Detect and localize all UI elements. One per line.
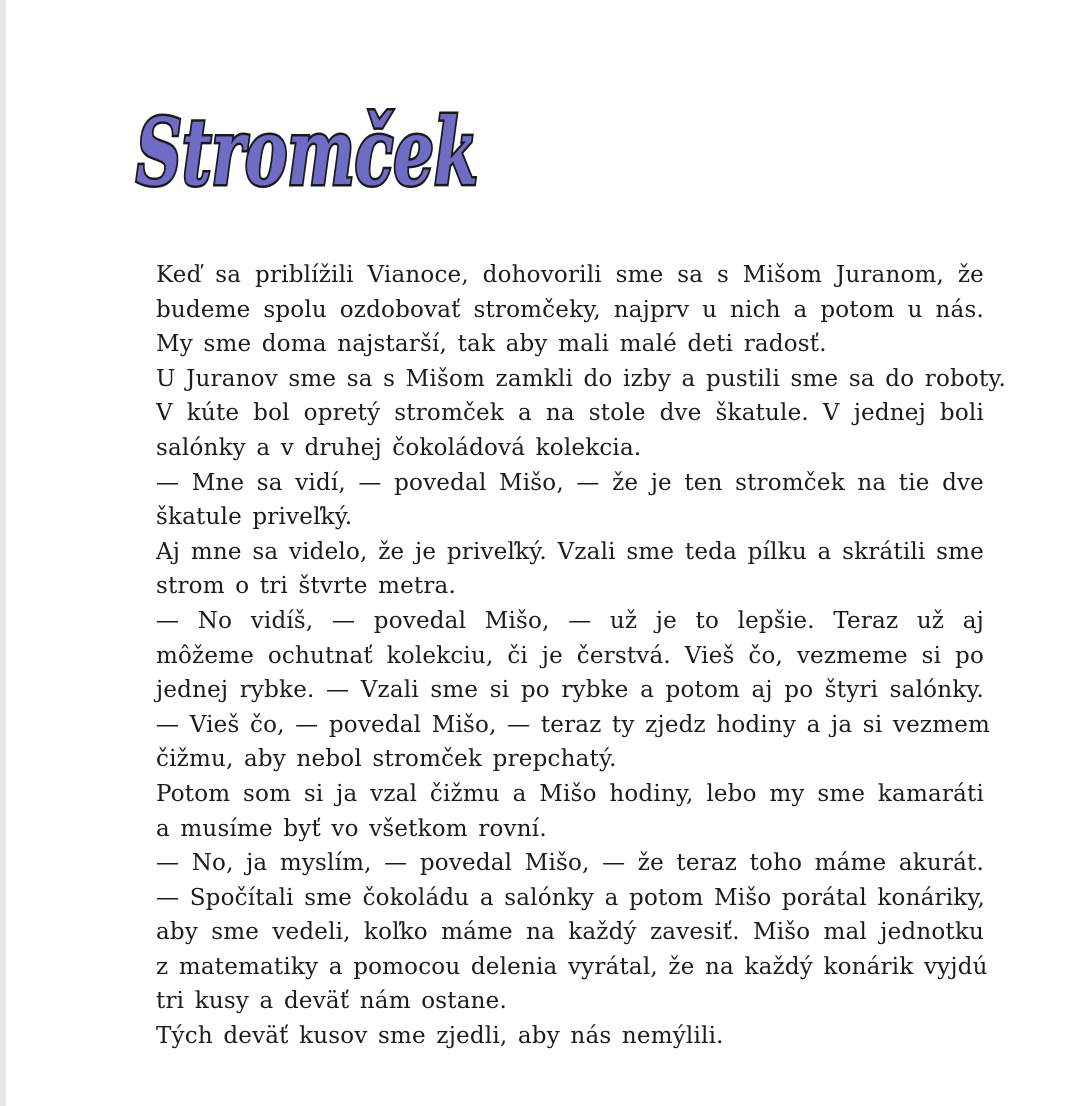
text-line: čižmu, aby nebol stromček prepchatý. (156, 746, 617, 773)
text-line: — Vieš čo, — povedal Mišo, — teraz ty zjedz hodiny a ja si vezmem (156, 711, 991, 738)
text-line: môžeme ochutnať kolekciu, či je čerstvá. Vieš čo, vezmeme si po (156, 642, 984, 669)
text-line: budeme spolu ozdobovať stromčeky, najprv u nich a potom u nás. (156, 296, 984, 323)
text-line: aby sme vedeli, koľko máme na každý zavesiť. Mišo mal jednotku (156, 919, 984, 946)
page-left-edge (0, 0, 6, 1106)
text-line: jednej rybke. — Vzali sme si po rybke a potom aj po štyri salónky. (156, 677, 984, 704)
text-line: Aj mne sa videlo, že je priveľký. Vzali sme teda pílku a skrátili sme (156, 538, 984, 565)
text-line: — Mne sa vidí, — povedal Mišo, — že je ten stromček na tie dve (156, 469, 984, 496)
text-line: My sme doma najstarší, tak aby mali malé deti radosť. (156, 331, 827, 358)
text-line: — Spočítali sme čokoládu a salónky a potom Mišo porátal konáriky, (156, 884, 986, 911)
story-text (156, 258, 1007, 1054)
text-line: — No vidíš, — povedal Mišo, — už je to lepšie. Teraz už aj (156, 607, 984, 634)
text-line: a musíme byť vo všetkom rovní. (156, 815, 547, 842)
text-line: salónky a v druhej čokoládová kolekcia. (156, 434, 642, 461)
title-artwork (128, 78, 488, 218)
text-line: Tých deväť kusov sme zjedli, aby nás nemýlili. (156, 1023, 724, 1050)
text-line: Keď sa priblížili Vianoce, dohovorili sme sa s Mišom Juranom, že (156, 262, 984, 288)
title-logo (128, 78, 488, 218)
text-line: U Juranov sme sa s Mišom zamkli do izby a pustili sme sa do roboty. (156, 365, 1007, 392)
title-text: Stromček (136, 98, 478, 206)
text-line: V kúte bol opretý stromček a na stole dve škatule. V jednej boli (156, 400, 984, 427)
text-line: tri kusy a deväť nám ostane. (156, 988, 507, 1015)
text-line: z matematiky a pomocou delenia vyrátal, že na každý konárik vyjdú (156, 953, 988, 980)
text-line: — No, ja myslím, — povedal Mišo, — že teraz toho máme akurát. (156, 850, 984, 877)
text-line: škatule priveľký. (156, 504, 353, 531)
text-line: strom o tri štvrte metra. (156, 573, 456, 600)
text-line: Potom som si ja vzal čižmu a Mišo hodiny, lebo my sme kamaráti (156, 780, 984, 807)
